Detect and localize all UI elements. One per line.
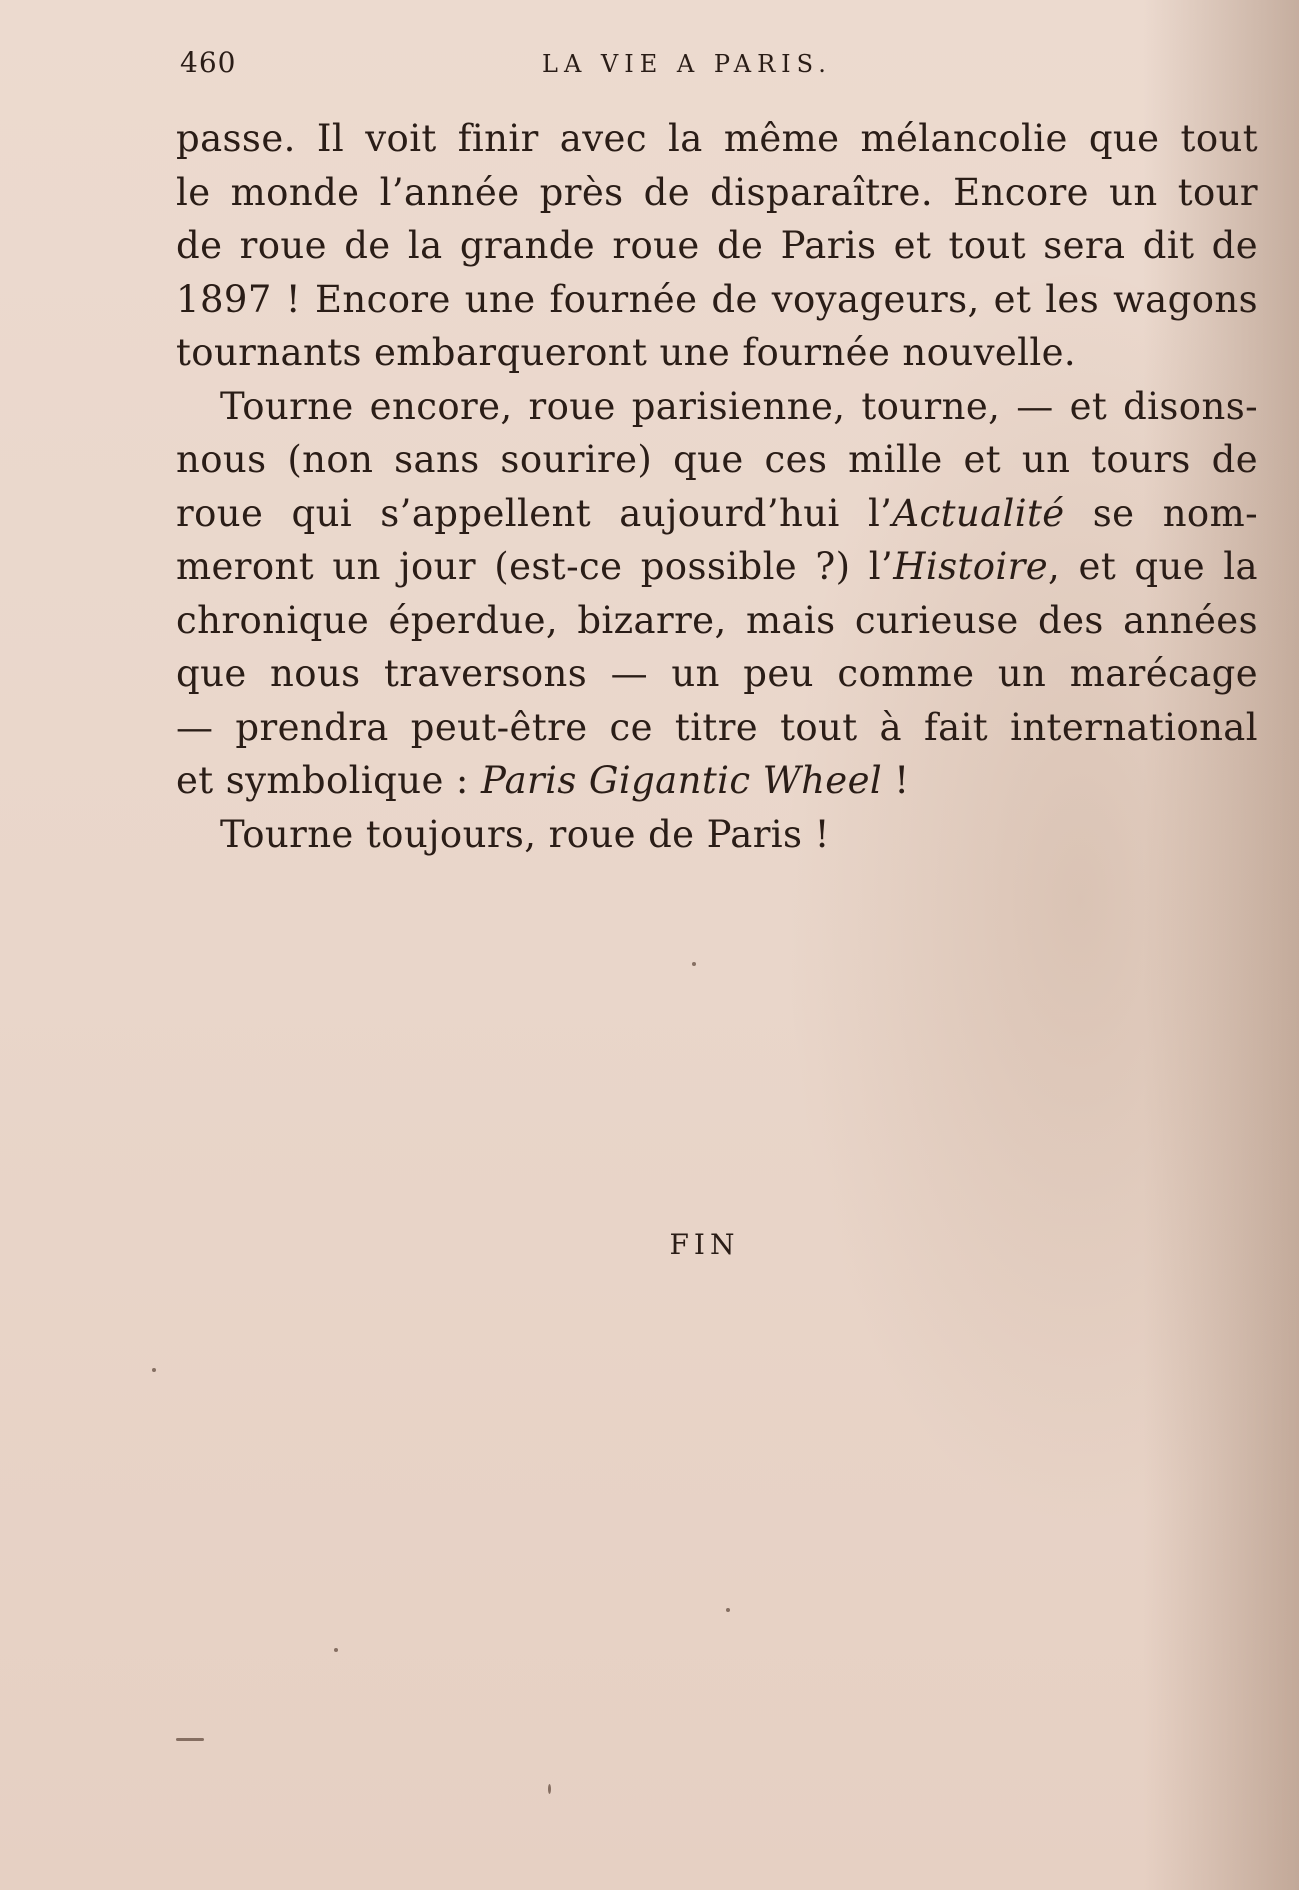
paper-speck bbox=[726, 1608, 730, 1612]
text-line: nous (non sans sourire) que ces mille et un tours de bbox=[176, 438, 1258, 481]
page-number: 460 bbox=[180, 46, 237, 79]
running-title: LA VIE A PARIS. bbox=[542, 50, 832, 78]
text-segment: et symbolique : bbox=[176, 759, 481, 802]
text-line: 1897 ! Encore une fournée de voyageurs, et les wagons bbox=[176, 277, 1258, 321]
text-segment: roue qui s’appellent aujourd’hui l’ bbox=[176, 491, 893, 535]
text-line: que nous traversons — un peu comme un marécage bbox=[176, 652, 1258, 695]
text-segment: ! bbox=[882, 759, 910, 802]
paper-speck bbox=[152, 1368, 156, 1372]
text-line bbox=[176, 487, 1258, 541]
text-line: Tourne toujours, roue de Paris ! bbox=[220, 812, 830, 856]
italic-term-paris-gigantic-wheel: Paris Gigantic Wheel bbox=[480, 759, 883, 802]
italic-term-actualite: Actualité bbox=[892, 491, 1065, 535]
paper-speck bbox=[176, 1738, 204, 1741]
text-line: passe. Il voit finir avec la même mélancolie que tout bbox=[176, 117, 1258, 160]
text-segment: se nom- bbox=[1064, 491, 1258, 535]
paper-speck bbox=[334, 1648, 338, 1652]
italic-term-histoire: Histoire bbox=[893, 545, 1049, 588]
text-line: tournants embarqueront une fournée nouvelle. bbox=[176, 331, 1077, 374]
running-head bbox=[180, 46, 1240, 90]
text-line bbox=[176, 540, 1258, 594]
ending-mark: FIN bbox=[669, 1228, 740, 1261]
text-line: de roue de la grande roue de Paris et tout sera dit de bbox=[176, 224, 1258, 267]
text-line bbox=[176, 754, 1258, 808]
paper-speck bbox=[692, 962, 696, 966]
paper-speck bbox=[548, 1784, 551, 1794]
text-segment: , et que la bbox=[1048, 545, 1259, 588]
text-line: chronique éperdue, bizarre, mais curieuse des années bbox=[176, 598, 1258, 642]
text-line: le monde l’année près de disparaître. Encore un tour bbox=[176, 170, 1258, 214]
text-line: — prendra peut-être ce titre tout à fait international bbox=[176, 705, 1258, 749]
text-line: Tourne encore, roue parisienne, tourne, — et disons- bbox=[220, 384, 1258, 428]
text-segment: meront un jour (est-ce possible ?) l’ bbox=[176, 545, 894, 588]
body-text bbox=[176, 112, 1258, 861]
